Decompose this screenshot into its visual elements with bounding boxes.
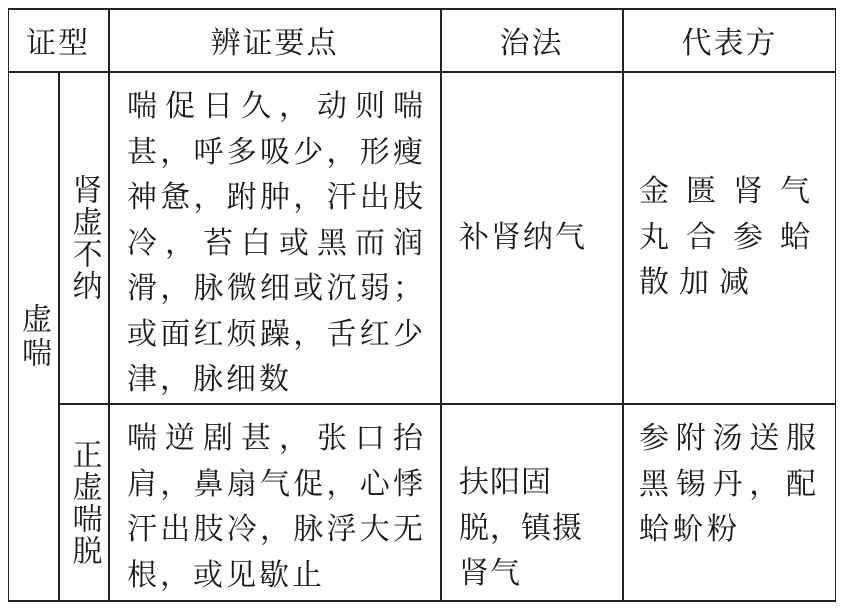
- row1-points-cell: [109, 72, 440, 403]
- row1-treatment-cell: [441, 72, 622, 403]
- row2-treatment: 扶阳固脱，镇摄肾气: [459, 465, 583, 591]
- row1-treatment: 补肾纳气: [459, 219, 587, 255]
- row1-formula: 金匮肾气丸合参蛤散加减: [639, 174, 820, 301]
- row1-formula-cell: [623, 72, 836, 403]
- row1-points: 喘促日久，动则喘甚，呼多吸少，形瘦神惫，跗肿，汗出肢冷，苔白或黑而润滑，脉微细或沉弱；或面红烦躁，舌红少津，脉细数: [127, 89, 426, 397]
- row2-formula: 参附汤送服黑锡丹，配蛤蚧粉: [639, 421, 820, 547]
- header-treatment: [441, 8, 622, 72]
- row2-points-cell: [109, 404, 440, 602]
- header-formula-label: 代表方: [681, 26, 778, 61]
- header-treatment-label: 治法: [499, 26, 564, 61]
- header-formula: [623, 8, 836, 72]
- row2-type: 正虚喘脱: [66, 439, 102, 567]
- row1-type: 肾虚不纳: [66, 173, 102, 302]
- row2-type-cell: [59, 404, 108, 602]
- row2-treatment-cell: [441, 404, 622, 602]
- group-label: 虚喘: [16, 303, 51, 371]
- row2-points: 喘逆剧甚，张口抬肩，鼻扇气促，心悸汗出肢冷，脉浮大无根，或见歇止: [127, 421, 426, 593]
- group-cell: [8, 72, 58, 602]
- header-points: [109, 8, 440, 72]
- header-type-label: 证型: [26, 26, 90, 61]
- header-points-label: 辨证要点: [210, 26, 339, 61]
- row2-formula-cell: [623, 404, 836, 602]
- header-type: [8, 8, 108, 72]
- row1-type-cell: [59, 72, 108, 403]
